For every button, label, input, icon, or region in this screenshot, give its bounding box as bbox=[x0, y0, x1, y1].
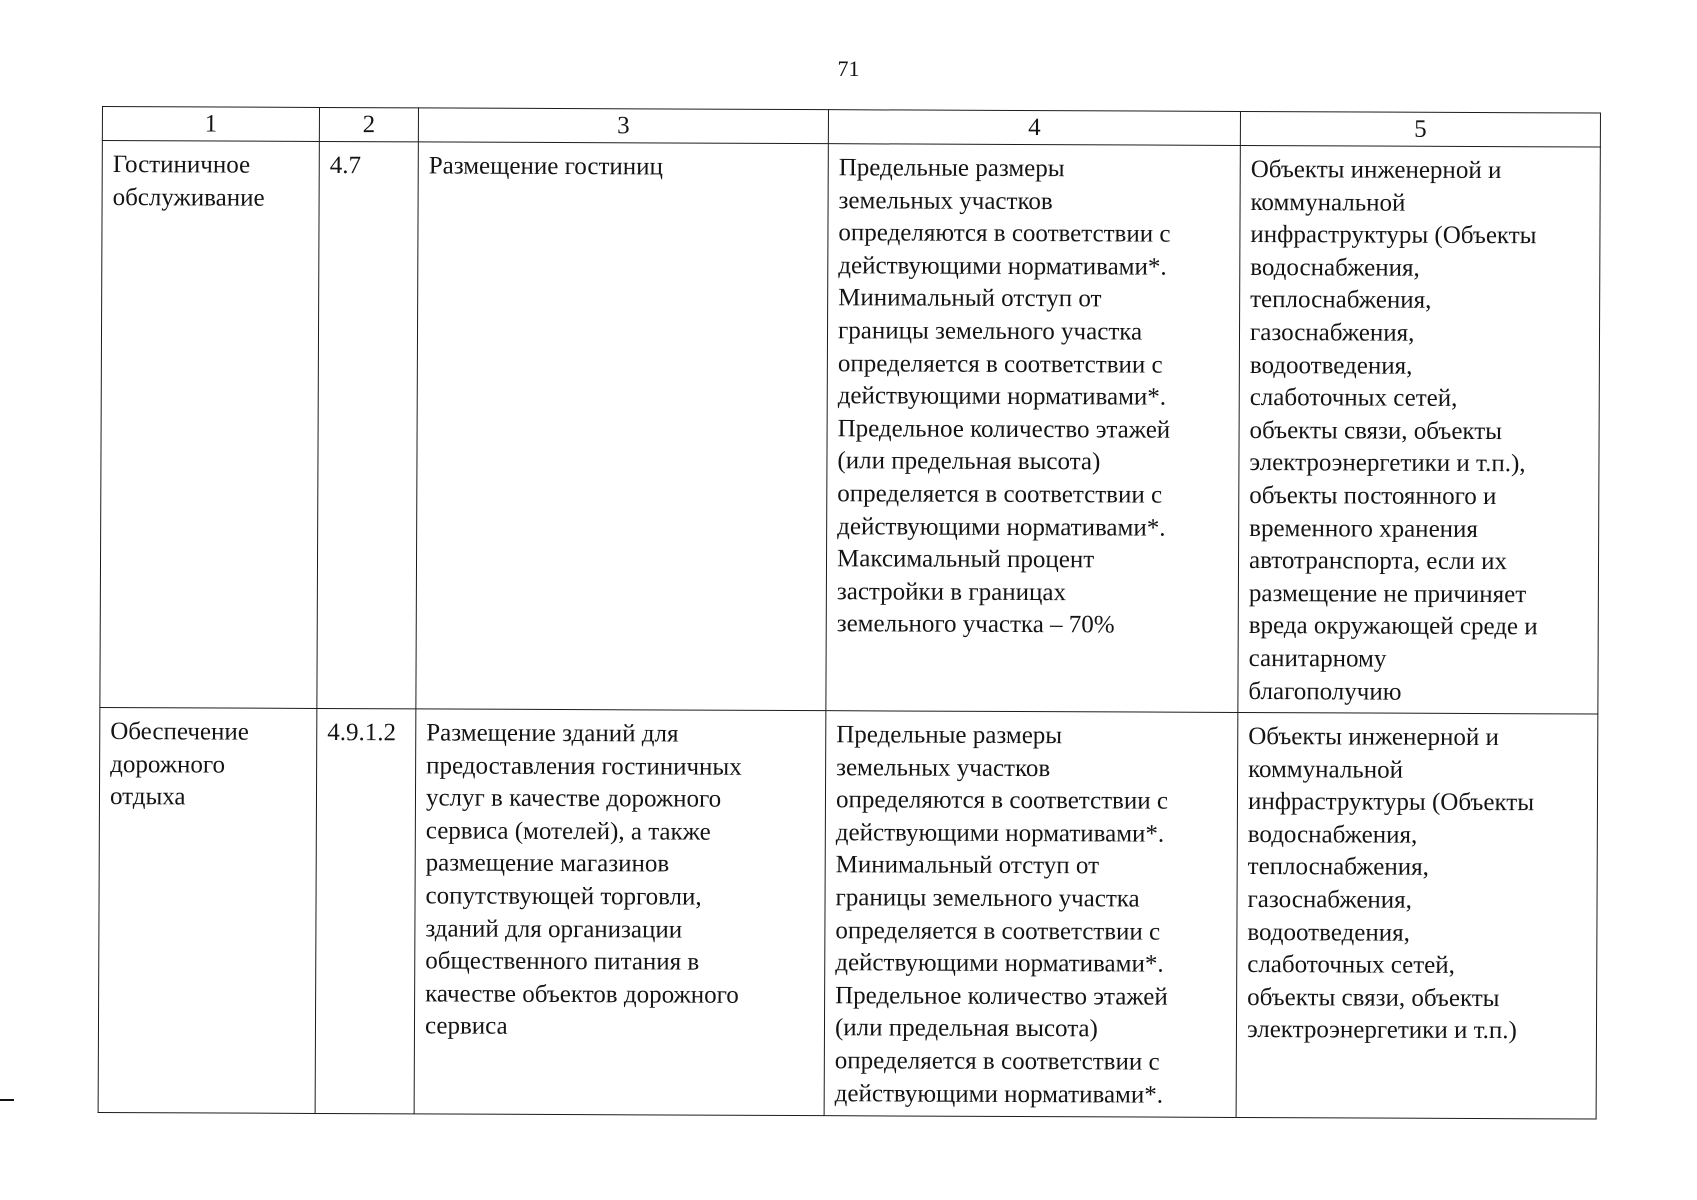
construction-parameters: Предельные размеры земельных участков определяются в соответствии с действующими нормативами*. Минимальный отступ от границы земельного участка определяется в соответствии с действующими нормативами*. Предельное количество этажей (или предельная высота) определяется в соответствии с действующими нормативами*. Максимальный процент застройки в границах земельного участка – 70% bbox=[826, 144, 1240, 713]
use-type-name: Гостиничное обслуживание bbox=[100, 141, 319, 709]
use-type-description: Размещение гостиниц bbox=[416, 142, 828, 711]
auxiliary-uses: Объекты инженерной и коммунальной инфраструктуры (Объекты водоснабжения, теплоснабжения, газоснабжения, водоотведения, слаботочных сетей, объекты связи, объекты электроэнергетики и т.п.) bbox=[1236, 713, 1598, 1120]
auxiliary-uses: Объекты инженерной и коммунальной инфраструктуры (Объекты водоснабжения, теплоснабжения, газоснабжения, водоотведения, слаботочных сетей, объекты связи, объекты электроэнергетики и т.п.), объекты постоянного и временного хранения автотранспорта, если их размещение не причиняет вреда окружающей среде и санитарному благополучию bbox=[1238, 145, 1600, 714]
use-type-description: Размещение зданий для предоставления гостиничных услуг в качестве дорожного сервиса (мотелей), а также размещение магазинов сопутствующей торговли, зданий для организации общественного питания в качестве объектов дорожного сервиса bbox=[414, 709, 826, 1116]
table-row bbox=[98, 708, 1598, 1120]
header-cell-3: 3 bbox=[418, 108, 828, 144]
construction-parameters: Предельные размеры земельных участков определяются в соответствии с действующими нормативами*. Минимальный отступ от границы земельного участка определяется в соответствии с действующими нормативами*. Предельное количество этажей (или предельная высота) определяется в соответствии с действующими нормативами*. bbox=[824, 711, 1238, 1118]
header-cell-4: 4 bbox=[828, 110, 1240, 146]
header-cell-5: 5 bbox=[1240, 111, 1600, 147]
land-use-table bbox=[98, 106, 1601, 1120]
table-row bbox=[100, 141, 1600, 715]
margin-mark bbox=[0, 1099, 14, 1101]
use-type-code: 4.9.1.2 bbox=[315, 709, 416, 1114]
use-type-name: Обеспечение дорожного отдыха bbox=[98, 708, 317, 1114]
page-number: 71 bbox=[837, 56, 860, 81]
header-cell-1: 1 bbox=[102, 107, 319, 142]
header-cell-2: 2 bbox=[319, 107, 418, 141]
use-type-code: 4.7 bbox=[317, 141, 418, 709]
